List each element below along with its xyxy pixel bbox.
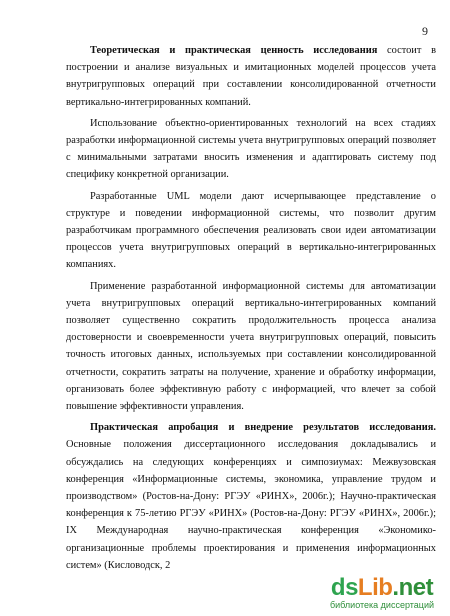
paragraph-1-lead: Теоретическая и практическая ценность исследования xyxy=(90,45,378,56)
logo-part-ds: ds xyxy=(330,574,358,601)
logo-part-lib: Lib xyxy=(357,574,393,601)
paragraph-4-text: Применение разработанной информационной системы для автоматизации учета внутригрупповых операций вертикально-интегрированных компаний позволяет существенно сократить продолжительность процесса анализа достоверности и своевременности учета внутригрупповых операций, повысить точность итоговых данных, используемых при составлении консолидированной отчетности, сократить затраты на получение, хранение и обработку информации, организовать более эффективную работу с информацией, что влечет за собой повышение эффективности управления. xyxy=(66,280,436,413)
paragraph-1 xyxy=(66,42,436,111)
paragraph-3 xyxy=(66,188,436,274)
watermark-subtitle: библиотека диссертаций xyxy=(329,600,434,610)
dslib-logo xyxy=(322,574,442,602)
dslib-watermark[interactable] xyxy=(322,574,442,610)
paragraph-2 xyxy=(66,115,436,184)
paragraph-2-text: Использование объектно-ориентированных технологий на всех стадиях разработки информационной системы учета внутригрупповых операций позволяет с минимальными затратами вносить изменения и адаптировать систему под специфику конкретной организации. xyxy=(66,117,436,181)
paragraph-1-text: состоит в построении и анализе визуальных и имитационных моделей процессов учета внутригрупповых операций при составлении консолидированной отчетности вертикально-интегрированных компаний. xyxy=(66,45,436,108)
body-text xyxy=(66,42,436,578)
paragraph-5-text: Основные положения диссертационного исследования докладывались и обсуждались на следующих конференциях и симпозиумах: Межвузовская конференция «Информационные системы, экономика, управление трудом и производством» (Ростов-на-Дону: РГЭУ «РИНХ», 2006г.); Научно-практическая конференция к 75-летию РГЭУ «РИНХ» (Ростов-на-Дону: РГЭУ «РИНХ», 2006г.); IX Международная научно-практическая конференция «Экономико-организационные проблемы проектирования и применения информационных систем» (Кисловодск, 2 xyxy=(66,439,436,571)
paragraph-4 xyxy=(66,278,436,416)
paragraph-5-lead: Практическая апробация и внедрение результатов исследования. xyxy=(90,422,436,434)
paragraph-3-text: Разработанные UML модели дают исчерпывающее представление о структуре и поведении информационной системы, что позволит другим разработчикам программного обеспечения реализовать свои идеи автоматизации процессов учета внутригрупповых операций в вертикально-интегрированных компаниях. xyxy=(66,190,436,271)
logo-part-net: .net xyxy=(392,574,434,601)
page-number: 9 xyxy=(422,24,428,38)
paragraph-5 xyxy=(66,419,436,574)
